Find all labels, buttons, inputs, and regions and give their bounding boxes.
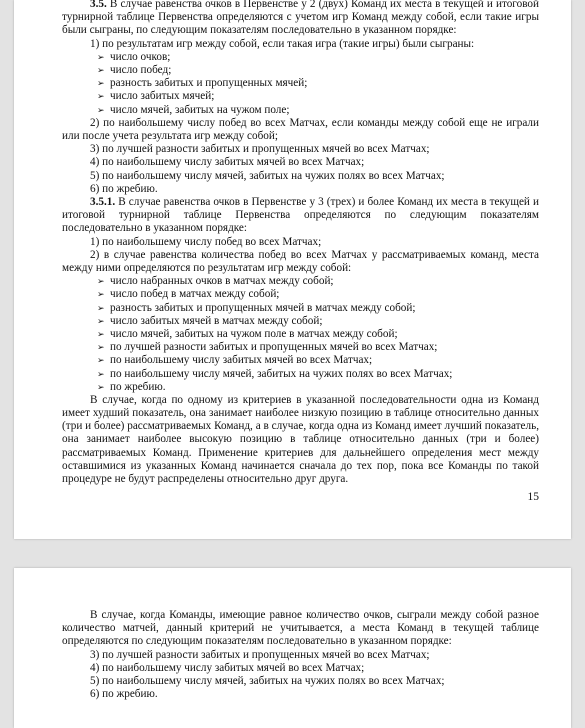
bullet-item <box>62 341 539 354</box>
closing-paragraph: В случае, когда по одному из критериев в указанной последовательности одна из Команд имеет худший показатель, она занимает наиболее низкую позицию в таблице относительно данных (три и более) рассматриваемых Команд, а в случае, когда одна из Команд имеет лучший показатель, она занимает наиболее высокую позицию в таблице относительно данных (три и более) рассматриваемых Команд. Применение критериев для дальнейшего определения мест между оставшимися из указанных Команд начинается сначала до тех пор, пока все Команды по такой процедуре не будут распределены относительно друг друга. <box>62 393 539 486</box>
bullet-text: число мячей, забитых на чужом поле в матчах между собой; <box>110 327 398 340</box>
bullet-text: по лучшей разности забитых и пропущенных мячей во всех Матчах; <box>110 341 438 354</box>
bullet-item <box>62 51 539 64</box>
bullet-text: разность забитых и пропущенных мячей в матчах между собой; <box>110 301 416 314</box>
bullet-arrow-icon: ➢ <box>97 276 105 287</box>
bullet-item <box>62 64 539 77</box>
bullet-text: по наибольшему числу мячей, забитых на чужих полях во всех Матчах; <box>110 367 453 380</box>
criterion-5: 5) по наибольшему числу мячей, забитых на чужих полях во всех Матчах; <box>90 169 445 182</box>
criterion-6: 6) по жребию. <box>90 182 158 195</box>
criterion-1: 1) по результатам игр между собой, если такая игра (такие игры) были сыграны: <box>90 37 475 50</box>
criterion-3: 3) по лучшей разности забитых и пропущенных мячей во всех Матчах; <box>90 143 430 156</box>
bullet-arrow-icon: ➢ <box>97 104 105 115</box>
bullet-item <box>62 315 539 328</box>
bullet-text: число побед; <box>110 64 172 76</box>
clause-number: 3.5. <box>90 0 107 10</box>
clause-text: В случае равенства очков в Первенстве у 3 (трех) и более Команд их места в текущей и итоговой турнирной таблице Первенства определяются по следующим показателям последовательно в указанном порядке: <box>62 195 539 235</box>
bullet-item <box>62 328 539 341</box>
bullet-text: число побед в матчах между собой; <box>110 288 280 301</box>
sub-criterion-1: 1) по наибольшему числу побед во всех Матчах; <box>90 235 322 248</box>
bullet-text: число мячей, забитых на чужом поле; <box>110 103 290 116</box>
criterion-3: 3) по лучшей разности забитых и пропущенных мячей во всех Матчах; <box>90 648 430 661</box>
criterion-4: 4) по наибольшему числу забитых мячей во всех Матчах; <box>90 156 365 169</box>
bullet-arrow-icon: ➢ <box>97 315 105 326</box>
bullet-arrow-icon: ➢ <box>97 328 105 339</box>
bullet-text: по жребию. <box>110 380 166 393</box>
bullet-arrow-icon: ➢ <box>97 368 105 379</box>
bullet-arrow-icon: ➢ <box>97 65 105 75</box>
sub-criterion-2: 2) в случае равенства количества побед во всех Матчах у рассматриваемых команд, места между ними определяются по результатам игр между собой: <box>62 248 539 274</box>
page-content <box>62 609 539 701</box>
bullet-text: число очков; <box>110 50 171 63</box>
bullet-item <box>62 90 539 103</box>
bullet-item <box>62 302 539 315</box>
bullet-list-multi-team <box>62 275 539 394</box>
bullet-text: по наибольшему числу забитых мячей во всех Матчах; <box>110 354 373 367</box>
clause-number: 3.5.1. <box>90 195 116 208</box>
bullet-item <box>62 77 539 90</box>
bullet-item <box>62 288 539 301</box>
bullet-text: число набранных очков в матчах между собой; <box>110 275 334 288</box>
bullet-item <box>62 275 539 288</box>
criterion-2: 2) по наибольшему числу побед во всех Матчах, если команды между собой еще не играли или после учета результата игр между собой; <box>62 116 539 142</box>
paragraph-unequal-matches: В случае, когда Команды, имеющие равное количество очков, сыграли между собой разное количество матчей, данный критерий не учитывается, а места Команд в текущей таблице определяются по следующим показателям последовательно в указанном порядке: <box>62 609 539 648</box>
document-page-16 <box>14 568 571 728</box>
criterion-4: 4) по наибольшему числу забитых мячей во всех Матчах; <box>90 661 365 674</box>
bullet-arrow-icon: ➢ <box>97 381 105 392</box>
bullet-arrow-icon: ➢ <box>97 355 105 366</box>
bullet-list-head-to-head <box>62 51 539 117</box>
bullet-arrow-icon: ➢ <box>97 51 105 62</box>
clause-text: В случае равенства очков в Первенстве у 2 (двух) Команд их места в текущей и итоговой турнирной таблице Первенства определяются с учетом игр Команд между собой, если такие игры были сыграны, по следующим показателям последовательно в указанном порядке: <box>62 0 539 37</box>
bullet-arrow-icon: ➢ <box>97 302 105 313</box>
bullet-item <box>62 381 539 394</box>
bullet-arrow-icon: ➢ <box>97 342 105 353</box>
bullet-arrow-icon: ➢ <box>97 91 105 102</box>
bullet-arrow-icon: ➢ <box>97 289 105 300</box>
document-page-15 <box>14 0 571 539</box>
page-number: 15 <box>527 491 539 503</box>
bullet-text: число забитых мячей; <box>110 90 215 103</box>
clause-3-5 <box>62 0 539 38</box>
bullet-arrow-icon: ➢ <box>97 78 105 89</box>
criterion-6: 6) по жребию. <box>90 688 158 701</box>
bullet-item <box>62 368 539 381</box>
bullet-text: разность забитых и пропущенных мячей; <box>110 77 308 90</box>
criterion-5: 5) по наибольшему числу мячей, забитых на чужих полях во всех Матчах; <box>90 675 445 688</box>
page-content <box>62 0 539 486</box>
bullet-item <box>62 104 539 117</box>
clause-3-5-1 <box>62 196 539 236</box>
bullet-item <box>62 354 539 367</box>
bullet-text: число забитых мячей в матчах между собой; <box>110 314 323 327</box>
